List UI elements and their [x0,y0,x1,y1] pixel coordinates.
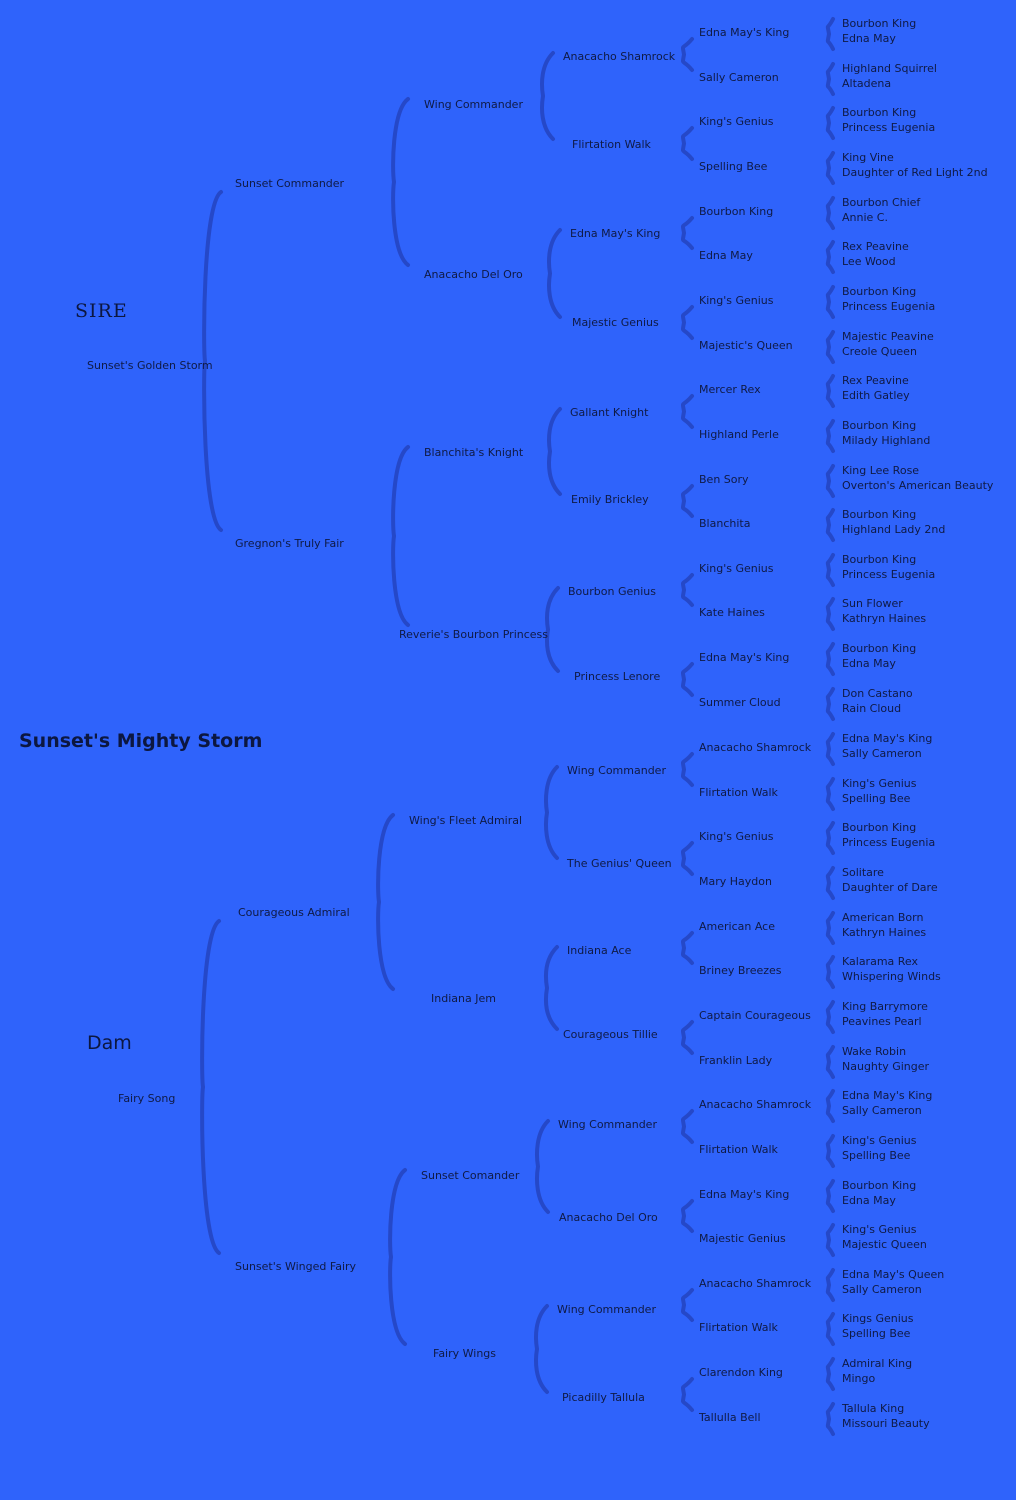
gen6-dam-name: Sally Cameron [842,747,922,760]
gen6-dam-name: Princess Eugenia [842,121,936,134]
gen6-sire-name: King's Genius [842,777,917,790]
gen3-name: Wing Commander [424,98,523,111]
gen4-bracket [683,486,692,516]
gen6-bracket [828,153,833,183]
gen4-name: Wing Commander [567,764,666,777]
gen6-bracket [828,1359,833,1389]
gen6-dam-name: Mingo [842,1372,876,1385]
gen6-dam-name: Milady Highland [842,434,931,447]
gen2-name: Sunset's Winged Fairy [235,1260,357,1273]
gen6-bracket [828,64,833,94]
gen3-name: Anacacho Del Oro [424,268,523,281]
gen3-name: Sunset Comander [421,1169,520,1182]
gen2-bracket [393,99,408,265]
gen6-sire-name: Rex Peavine [842,240,909,253]
sire-heading: SIRE [75,300,128,322]
gen6-bracket [828,1404,833,1434]
gen6-sire-name: Edna May's King [842,1089,933,1102]
gen6-sire-name: Kalarama Rex [842,955,919,968]
gen6-dam-name: Lee Wood [842,255,896,268]
gen6-dam-name: Spelling Bee [842,792,911,805]
gen4-name: Anacacho Shamrock [563,50,676,63]
gen5-name: Anacacho Shamrock [699,1098,812,1111]
gen4-name: Wing Commander [557,1303,656,1316]
gen4-name: Anacacho Del Oro [559,1211,658,1224]
gen6-bracket [828,421,833,451]
gen4-bracket [683,1290,692,1320]
gen6-bracket [828,1002,833,1032]
gen6-sire-name: Don Castano [842,687,913,700]
gen2-bracket [390,1170,405,1344]
gen6-dam-name: Daughter of Dare [842,881,938,894]
gen3-bracket [537,1121,548,1212]
gen6-dam-name: Naughty Ginger [842,1060,930,1073]
gen3-name: Indiana Jem [431,992,496,1005]
gen4-name: Bourbon Genius [568,585,656,598]
gen6-bracket [828,1314,833,1344]
gen6-sire-name: King's Genius [842,1134,917,1147]
gen6-dam-name: Edith Gatley [842,389,910,402]
gen4-name: Wing Commander [558,1118,657,1131]
gen6-sire-name: King's Genius [842,1223,917,1236]
gen6-sire-name: Bourbon King [842,553,917,566]
gen5-name: Captain Courageous [699,1009,811,1022]
gen5-name: Mary Haydon [699,875,772,888]
gen3-name: Reverie's Bourbon Princess [399,628,549,641]
gen6-sire-name: Bourbon King [842,821,917,834]
gen6-sire-name: Rex Peavine [842,374,909,387]
gen6-bracket [828,599,833,629]
gen6-sire-name: King Vine [842,151,894,164]
gen2-bracket [393,447,408,625]
gen4-name: Gallant Knight [570,406,649,419]
gen5-name: Briney Breezes [699,964,782,977]
gen6-sire-name: King Lee Rose [842,464,920,477]
gen5-name: Tallulla Bell [699,1411,761,1424]
gen3-name: Wing's Fleet Admiral [409,814,523,827]
gen3-bracket [536,1306,547,1392]
gen6-sire-name: Edna May's King [842,732,933,745]
gen3-bracket [549,230,560,317]
gen3-bracket [542,53,553,139]
gen6-sire-name: Bourbon King [842,285,917,298]
gen6-bracket [828,644,833,674]
gen4-bracket [683,128,692,159]
gen6-sire-name: Admiral King [842,1357,913,1370]
gen3-bracket [549,409,560,494]
gen5-name: Mercer Rex [699,383,761,396]
gen5-name: Edna May's King [699,651,790,664]
gen6-sire-name: Wake Robin [842,1045,907,1058]
gen4-bracket [683,664,692,695]
subject-name: Sunset's Mighty Storm [19,730,263,752]
gen4-name: Courageous Tillie [563,1028,658,1041]
gen4-bracket [683,396,692,427]
gen6-sire-name: Kings Genius [842,1312,914,1325]
gen5-name: Blanchita [699,517,751,530]
gen5-name: Anacacho Shamrock [699,741,812,754]
gen4-name: Picadilly Tallula [562,1391,645,1404]
gen5-name: Franklin Lady [699,1054,773,1067]
gen6-bracket [828,332,833,362]
gen4-name: Emily Brickley [571,493,649,506]
gen4-bracket [683,1379,692,1410]
gen6-bracket [828,1091,833,1121]
gen6-bracket [828,1047,833,1077]
gen6-bracket [828,108,833,138]
gen4-bracket [683,1022,692,1053]
gen6-sire-name: Sun Flower [842,597,903,610]
gen4-bracket [683,843,692,874]
gen5-name: Kate Haines [699,606,765,619]
gen2-bracket [378,815,393,989]
gen6-dam-name: Spelling Bee [842,1327,911,1340]
gen6-bracket [828,19,833,49]
gen5-name: Flirtation Walk [699,1143,778,1156]
gen6-bracket [828,913,833,943]
gen6-bracket [828,1136,833,1166]
gen4-bracket [683,1201,692,1231]
gen6-dam-name: Rain Cloud [842,702,902,715]
gen5-name: Edna May [699,249,753,262]
gen5-name: Summer Cloud [699,696,781,709]
gen4-bracket [683,754,692,785]
gen4-bracket [683,39,692,70]
gen5-name: Highland Perle [699,428,779,441]
gen4-bracket [683,933,692,963]
gen4-bracket [683,307,692,338]
gen6-sire-name: Highland Squirrel [842,62,937,75]
gen2-name: Sunset Commander [235,177,345,190]
dam-heading: Dam [87,1032,132,1054]
gen6-dam-name: Edna May [842,1194,896,1207]
gen6-bracket [828,555,833,585]
gen6-bracket [828,957,833,987]
gen6-bracket [828,823,833,853]
gen3-bracket [547,588,558,671]
gen4-bracket [683,1111,692,1142]
gen3-name: Blanchita's Knight [424,446,524,459]
gen6-dam-name: Princess Eugenia [842,836,936,849]
gen5-name: King's Genius [699,562,774,575]
gen5-name: Clarendon King [699,1366,783,1379]
gen1-bracket [202,921,219,1253]
gen6-dam-name: Spelling Bee [842,1149,911,1162]
gen6-bracket [828,287,833,317]
gen6-bracket [828,689,833,719]
gen6-dam-name: Kathryn Haines [842,926,927,939]
gen6-bracket [828,510,833,540]
gen6-dam-name: Sally Cameron [842,1104,922,1117]
gen6-sire-name: King Barrymore [842,1000,928,1013]
gen6-bracket [828,779,833,809]
gen6-dam-name: Majestic Queen [842,1238,927,1251]
sire-name: Sunset's Golden Storm [87,359,213,372]
gen6-sire-name: Bourbon King [842,419,917,432]
gen5-name: Majestic Genius [699,1232,786,1245]
gen4-name: The Genius' Queen [567,857,672,870]
gen6-bracket [828,1270,833,1300]
gen6-bracket [828,466,833,496]
gen6-sire-name: Solitare [842,866,884,879]
gen6-dam-name: Princess Eugenia [842,300,936,313]
gen6-sire-name: Bourbon King [842,642,917,655]
gen6-sire-name: Bourbon King [842,1179,917,1192]
gen6-sire-name: Bourbon Chief [842,196,921,209]
gen6-dam-name: Edna May [842,32,896,45]
gen6-dam-name: Peavines Pearl [842,1015,922,1028]
gen6-dam-name: Overton's American Beauty [842,479,994,492]
gen6-bracket [828,1225,833,1255]
gen6-dam-name: Whispering Winds [842,970,941,983]
gen6-dam-name: Missouri Beauty [842,1417,930,1430]
gen6-dam-name: Highland Lady 2nd [842,523,946,536]
gen6-dam-name: Altadena [842,77,892,90]
gen5-name: King's Genius [699,294,774,307]
dam-name: Fairy Song [118,1092,176,1105]
gen6-dam-name: Kathryn Haines [842,612,927,625]
gen4-name: Majestic Genius [572,316,659,329]
gen6-sire-name: Bourbon King [842,508,917,521]
gen6-dam-name: Creole Queen [842,345,917,358]
gen6-bracket [828,242,833,272]
gen6-dam-name: Edna May [842,657,896,670]
gen4-name: Edna May's King [570,227,661,240]
gen6-sire-name: American Born [842,911,924,924]
gen6-sire-name: Bourbon King [842,106,917,119]
gen5-name: Bourbon King [699,205,774,218]
gen6-dam-name: Daughter of Red Light 2nd [842,166,988,179]
gen4-name: Princess Lenore [574,670,661,683]
gen5-name: Flirtation Walk [699,786,778,799]
gen5-name: Sally Cameron [699,71,779,84]
gen3-name: Fairy Wings [433,1347,497,1360]
gen3-bracket [546,767,557,858]
gen6-bracket [828,376,833,406]
gen6-sire-name: Tallula King [842,1402,905,1415]
gen6-bracket [828,868,833,898]
gen5-name: Ben Sory [699,473,749,486]
gen5-name: Edna May's King [699,26,790,39]
gen5-name: Spelling Bee [699,160,768,173]
gen5-name: Anacacho Shamrock [699,1277,812,1290]
gen4-bracket [683,218,692,248]
gen2-name: Gregnon's Truly Fair [235,537,344,550]
gen5-name: Edna May's King [699,1188,790,1201]
gen6-dam-name: Annie C. [842,211,888,224]
gen5-name: Majestic's Queen [699,339,793,352]
gen6-sire-name: Edna May's Queen [842,1268,945,1281]
gen6-sire-name: Majestic Peavine [842,330,934,343]
gen6-dam-name: Sally Cameron [842,1283,922,1296]
gen6-sire-name: Bourbon King [842,17,917,30]
gen4-name: Indiana Ace [567,944,632,957]
gen4-name: Flirtation Walk [572,138,651,151]
gen5-name: King's Genius [699,115,774,128]
gen4-bracket [683,575,692,605]
gen6-bracket [828,198,833,228]
gen6-bracket [828,734,833,764]
gen5-name: American Ace [699,920,775,933]
gen6-bracket [828,1181,833,1211]
gen5-name: Flirtation Walk [699,1321,778,1334]
gen2-name: Courageous Admiral [238,906,350,919]
gen6-dam-name: Princess Eugenia [842,568,936,581]
gen5-name: King's Genius [699,830,774,843]
gen3-bracket [546,947,557,1029]
